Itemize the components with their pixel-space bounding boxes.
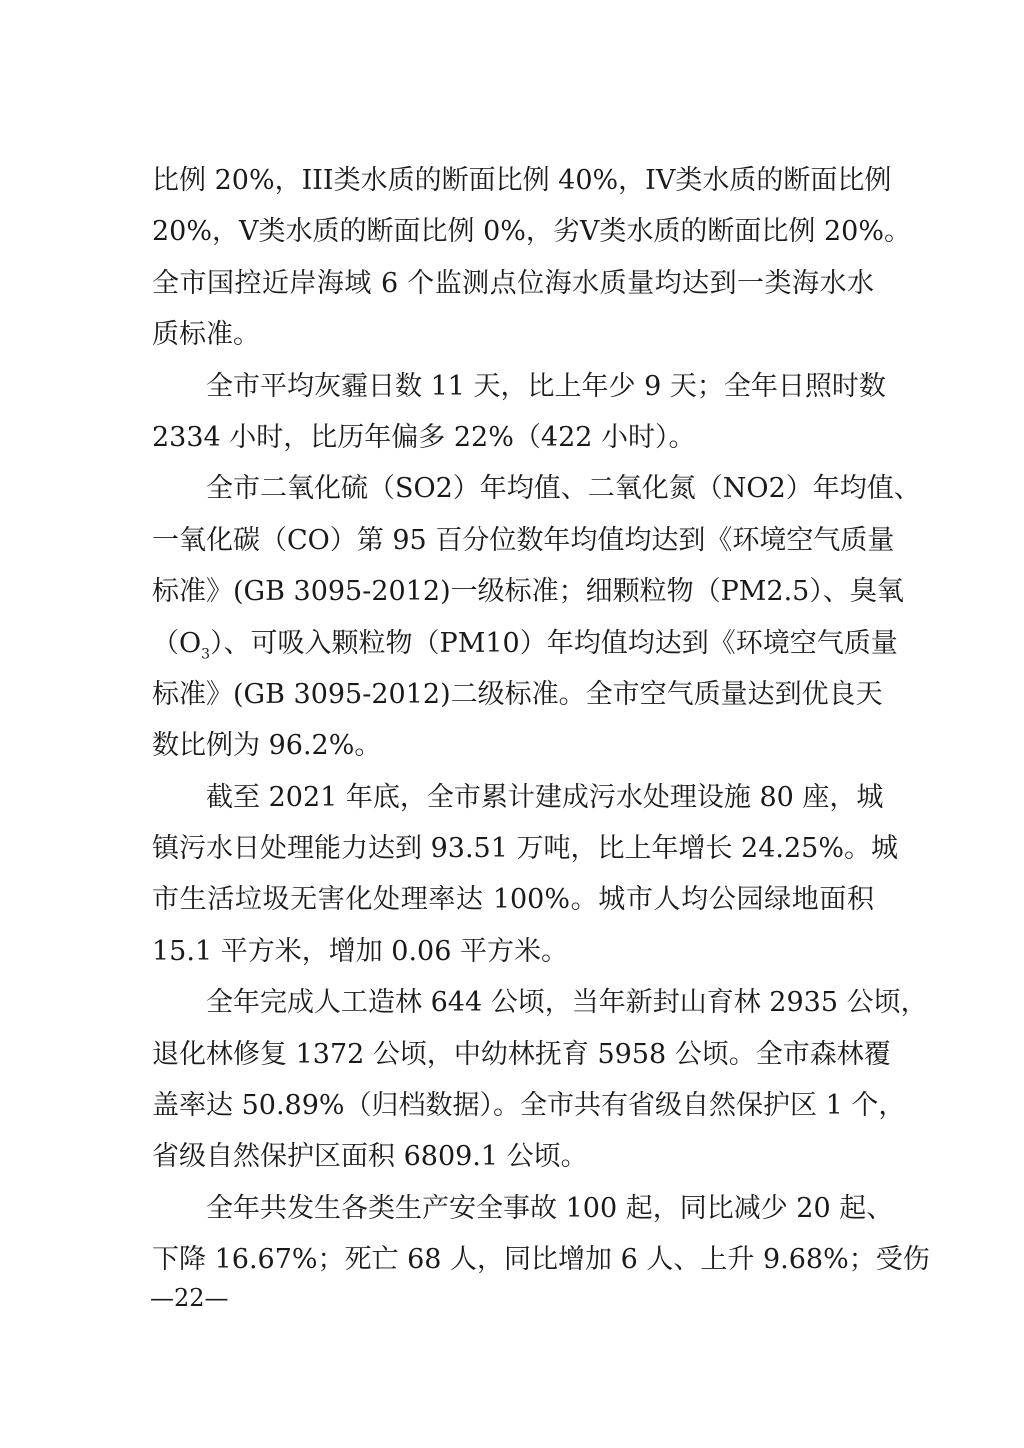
- text-line: 数比例为 96.2%。: [152, 730, 382, 762]
- text-line: 一氧化碳（CO）第 95 百分位数年均值均达到《环境空气质量: [152, 524, 895, 556]
- text-line: 15.1 平方米，增加 0.06 平方米。: [152, 935, 568, 967]
- ozone-line-rest: 、可吸入颗粒物（PM10）年均值均达到《环境空气质量: [223, 627, 898, 659]
- text-line: 下降 16.67%；死亡 68 人，同比增加 6 人、上升 9.68%；受伤: [152, 1244, 930, 1276]
- text-line: 标准》(GB 3095-2012)一级标准；细颗粒物（PM2.5）、臭氧: [152, 576, 904, 608]
- paragraph-forestry: [152, 977, 928, 1183]
- text-line: 全年共发生各类生产安全事故 100 起，同比减少 20 起、: [206, 1192, 894, 1224]
- page-number: —22—: [150, 1284, 229, 1312]
- text-line: 全市平均灰霾日数 11 天，比上年少 9 天；全年日照时数: [206, 370, 886, 402]
- text-line: 截至 2021 年底，全市累计建成污水处理设施 80 座，城: [206, 781, 884, 813]
- paragraph-water-quality: [152, 155, 912, 361]
- text-line: 全市二氧化硫（SO2）年均值、二氧化氮（NO2）年均值、: [206, 473, 921, 505]
- text-line: 质标准。: [152, 319, 260, 351]
- text-line: 省级自然保护区面积 6809.1 公顷。: [152, 1141, 588, 1173]
- text-line: 比例 20%，III类水质的断面比例 40%，IV类水质的断面比例: [152, 165, 892, 196]
- text-line: 市生活垃圾无害化处理率达 100%。城市人均公园绿地面积: [152, 884, 874, 916]
- text-line: 镇污水日处理能力达到 93.51 万吨，比上年增长 24.25%。城: [152, 833, 898, 865]
- text-line: 盖率达 50.89%（归档数据）。全市共有省级自然保护区 1 个，: [152, 1090, 906, 1122]
- paragraph-haze-sunshine: [152, 361, 886, 464]
- text-line: 退化林修复 1372 公顷，中幼林抚育 5958 公顷。全市森林覆: [152, 1038, 891, 1070]
- paragraph-safety-accidents: [152, 1183, 930, 1286]
- text-line: 2334 小时，比历年偏多 22%（422 小时）。: [152, 421, 696, 453]
- text-line: 全年完成人工造林 644 公顷，当年新封山育林 2935 公顷，: [206, 987, 928, 1019]
- document-body: [152, 155, 930, 1286]
- text-line-ozone: [152, 618, 898, 669]
- ozone-subscript: 3: [201, 645, 211, 662]
- text-line: 20%，V类水质的断面比例 0%，劣V类水质的断面比例 20%。: [152, 216, 912, 248]
- text-line: 全市国控近岸海域 6 个监测点位海水质量均达到一类海水水: [152, 267, 874, 299]
- paragraph-air-quality: [152, 463, 921, 771]
- ozone-prefix: （O: [152, 627, 202, 659]
- paragraph-sewage-greenery: [152, 772, 898, 978]
- text-line: 标准》(GB 3095-2012)二级标准。全市空气质量达到优良天: [152, 678, 883, 710]
- ozone-suffix: ）: [210, 627, 224, 659]
